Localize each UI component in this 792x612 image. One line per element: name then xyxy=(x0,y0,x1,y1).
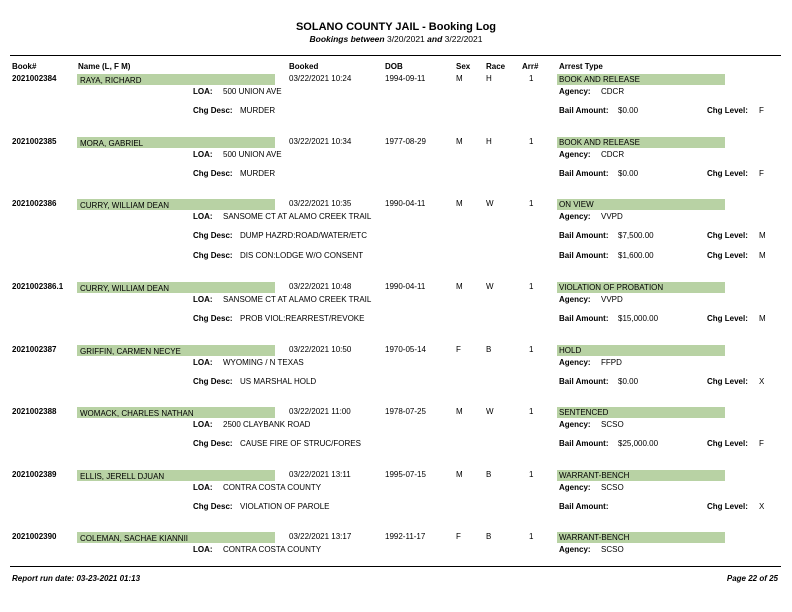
sex: M xyxy=(456,199,463,208)
chg-level-value: F xyxy=(759,106,764,115)
booked-datetime: 03/22/2021 10:35 xyxy=(289,199,352,208)
dob: 1990-04-11 xyxy=(385,282,426,291)
book-number: 2021002389 xyxy=(12,470,57,479)
chg-desc-label: Chg Desc: xyxy=(193,439,233,448)
arrest-count: 1 xyxy=(529,532,534,541)
report-title: SOLANO COUNTY JAIL - Booking Log xyxy=(295,21,497,33)
agency-label: Agency: xyxy=(559,420,591,429)
bail-label: Bail Amount: xyxy=(559,502,609,511)
chg-desc-label: Chg Desc: xyxy=(193,502,233,511)
dob: 1970-05-14 xyxy=(385,345,426,354)
agency-value: VVPD xyxy=(601,295,623,304)
loa-value: CONTRA COSTA COUNTY xyxy=(223,545,322,554)
arrest-type: VIOLATION OF PROBATION xyxy=(559,283,664,292)
booked-datetime: 03/22/2021 11:00 xyxy=(289,407,351,416)
race: H xyxy=(486,137,492,146)
race: B xyxy=(486,532,492,541)
book-number: 2021002386 xyxy=(12,199,57,208)
chg-desc-label: Chg Desc: xyxy=(193,314,233,323)
book-number: 2021002387 xyxy=(12,345,57,354)
chg-level-label: Chg Level: xyxy=(707,314,748,323)
agency-label: Agency: xyxy=(559,87,591,96)
chg-desc-label: Chg Desc: xyxy=(193,231,233,240)
chg-desc-label: Chg Desc: xyxy=(193,106,233,115)
agency-value: VVPD xyxy=(601,212,623,221)
agency-label: Agency: xyxy=(559,212,591,221)
bail-value: $0.00 xyxy=(618,106,639,115)
chg-level-label: Chg Level: xyxy=(707,377,748,386)
chg-level-value: F xyxy=(759,439,764,448)
dob: 1995-07-15 xyxy=(385,470,426,479)
bail-label: Bail Amount: xyxy=(559,439,609,448)
chg-desc-value: US MARSHAL HOLD xyxy=(240,377,317,386)
booked-datetime: 03/22/2021 10:50 xyxy=(289,345,352,354)
page-number: Page 22 of 25 xyxy=(726,574,778,583)
bail-value: $0.00 xyxy=(618,169,639,178)
agency-value: SCSO xyxy=(601,483,624,492)
report-run-date: Report run date: 03-23-2021 01:13 xyxy=(12,574,141,583)
chg-level-label: Chg Level: xyxy=(707,231,748,240)
book-number: 2021002385 xyxy=(12,137,57,146)
bail-value: $15,000.00 xyxy=(618,314,659,323)
dob: 1977-08-29 xyxy=(385,137,426,146)
loa-value: CONTRA COSTA COUNTY xyxy=(223,483,322,492)
chg-desc-label: Chg Desc: xyxy=(193,169,233,178)
book-number: 2021002388 xyxy=(12,407,57,416)
loa-label: LOA: xyxy=(193,87,213,96)
dob: 1990-04-11 xyxy=(385,199,426,208)
inmate-name: RAYA, RICHARD xyxy=(80,76,142,85)
chg-desc-value: MURDER xyxy=(240,106,276,115)
loa-label: LOA: xyxy=(193,212,213,221)
chg-desc-value: CAUSE FIRE OF STRUC/FORES xyxy=(240,439,361,448)
col-book: Book# xyxy=(12,62,37,71)
header-rule xyxy=(10,55,781,56)
date-from: 3/20/2021 xyxy=(386,34,425,44)
chg-desc-label: Chg Desc: xyxy=(193,251,233,260)
race: W xyxy=(486,282,494,291)
arrest-count: 1 xyxy=(529,199,534,208)
agency-value: FFPD xyxy=(601,358,622,367)
agency-value: SCSO xyxy=(601,545,624,554)
col-arrest-type: Arrest Type xyxy=(559,62,603,71)
race: B xyxy=(486,345,492,354)
bail-value: $1,600.00 xyxy=(618,251,654,260)
chg-level-label: Chg Level: xyxy=(707,251,748,260)
loa-value: SANSOME CT AT ALAMO CREEK TRAIL xyxy=(223,212,372,221)
booked-datetime: 03/22/2021 13:11 xyxy=(289,470,351,479)
loa-value: 500 UNION AVE xyxy=(223,87,282,96)
inmate-name: ELLIS, JERELL DJUAN xyxy=(80,472,165,481)
dob: 1992-11-17 xyxy=(385,532,426,541)
booked-datetime: 03/22/2021 10:24 xyxy=(289,74,352,83)
chg-desc-value: MURDER xyxy=(240,169,276,178)
loa-value: SANSOME CT AT ALAMO CREEK TRAIL xyxy=(223,295,372,304)
loa-label: LOA: xyxy=(193,483,213,492)
bail-label: Bail Amount: xyxy=(559,169,609,178)
race: B xyxy=(486,470,492,479)
sex: F xyxy=(456,532,461,541)
agency-label: Agency: xyxy=(559,150,591,159)
agency-label: Agency: xyxy=(559,295,591,304)
subtitle-prefix: Bookings between xyxy=(309,34,385,44)
inmate-name: CURRY, WILLIAM DEAN xyxy=(80,284,170,293)
arrest-type: ON VIEW xyxy=(559,200,594,209)
dob: 1994-09-11 xyxy=(385,74,426,83)
agency-value: CDCR xyxy=(601,87,625,96)
race: H xyxy=(486,74,492,83)
inmate-name: COLEMAN, SACHAE KIANNII xyxy=(80,534,189,543)
chg-level-label: Chg Level: xyxy=(707,439,748,448)
book-number: 2021002384 xyxy=(12,74,57,83)
arrest-type: SENTENCED xyxy=(559,408,609,417)
sex: F xyxy=(456,345,461,354)
chg-level-value: M xyxy=(759,314,766,323)
sex: M xyxy=(456,74,463,83)
bail-label: Bail Amount: xyxy=(559,106,609,115)
chg-level-label: Chg Level: xyxy=(707,169,748,178)
arrest-count: 1 xyxy=(529,470,534,479)
date-to: 3/22/2021 xyxy=(444,34,483,44)
chg-desc-value: VIOLATION OF PAROLE xyxy=(240,502,330,511)
footer-rule xyxy=(10,566,781,567)
bail-value: $0.00 xyxy=(618,377,639,386)
arrest-count: 1 xyxy=(529,137,534,146)
bail-value: $7,500.00 xyxy=(618,231,654,240)
book-number: 2021002386.1 xyxy=(12,282,64,291)
col-race: Race xyxy=(486,62,506,71)
loa-label: LOA: xyxy=(193,150,213,159)
sex: M xyxy=(456,407,463,416)
chg-level-value: X xyxy=(759,502,765,511)
loa-label: LOA: xyxy=(193,358,213,367)
chg-level-value: F xyxy=(759,169,764,178)
chg-level-value: X xyxy=(759,377,765,386)
inmate-name: CURRY, WILLIAM DEAN xyxy=(80,201,170,210)
arrest-count: 1 xyxy=(529,407,534,416)
sex: M xyxy=(456,282,463,291)
booked-datetime: 03/22/2021 10:34 xyxy=(289,137,352,146)
arrest-type: WARRANT-BENCH xyxy=(559,533,630,542)
bail-label: Bail Amount: xyxy=(559,314,609,323)
sex: M xyxy=(456,137,463,146)
arrest-type: BOOK AND RELEASE xyxy=(559,75,640,84)
bail-label: Bail Amount: xyxy=(559,251,609,260)
bail-label: Bail Amount: xyxy=(559,231,609,240)
arrest-type: HOLD xyxy=(559,346,582,355)
race: W xyxy=(486,407,494,416)
subtitle-and: and xyxy=(427,34,443,44)
arrest-type-highlight xyxy=(557,345,725,356)
booked-datetime: 03/22/2021 10:48 xyxy=(289,282,352,291)
inmate-name: MORA, GABRIEL xyxy=(80,139,144,148)
col-name: Name (L, F M) xyxy=(78,62,131,71)
arrest-count: 1 xyxy=(529,74,534,83)
chg-desc-value: DIS CON:LODGE W/O CONSENT xyxy=(240,251,364,260)
agency-value: SCSO xyxy=(601,420,624,429)
dob: 1978-07-25 xyxy=(385,407,426,416)
chg-level-label: Chg Level: xyxy=(707,106,748,115)
loa-value: WYOMING / N TEXAS xyxy=(223,358,304,367)
col-sex: Sex xyxy=(456,62,471,71)
loa-label: LOA: xyxy=(193,545,213,554)
agency-label: Agency: xyxy=(559,483,591,492)
arrest-type: BOOK AND RELEASE xyxy=(559,138,640,147)
loa-label: LOA: xyxy=(193,420,213,429)
agency-value: CDCR xyxy=(601,150,625,159)
chg-desc-label: Chg Desc: xyxy=(193,377,233,386)
race: W xyxy=(486,199,494,208)
arrest-count: 1 xyxy=(529,282,534,291)
agency-label: Agency: xyxy=(559,358,591,367)
bail-label: Bail Amount: xyxy=(559,377,609,386)
inmate-name: WOMACK, CHARLES NATHAN xyxy=(80,409,194,418)
bail-value: $25,000.00 xyxy=(618,439,659,448)
chg-desc-value: DUMP HAZRD:ROAD/WATER/ETC xyxy=(240,231,367,240)
col-arr: Arr# xyxy=(522,62,539,71)
agency-label: Agency: xyxy=(559,545,591,554)
col-dob: DOB xyxy=(385,62,403,71)
chg-level-value: M xyxy=(759,231,766,240)
loa-value: 500 UNION AVE xyxy=(223,150,282,159)
loa-label: LOA: xyxy=(193,295,213,304)
chg-level-value: M xyxy=(759,251,766,260)
col-booked: Booked xyxy=(289,62,319,71)
loa-value: 2500 CLAYBANK ROAD xyxy=(223,420,311,429)
inmate-name: GRIFFIN, CARMEN NECYE xyxy=(80,347,181,356)
chg-level-label: Chg Level: xyxy=(707,502,748,511)
booked-datetime: 03/22/2021 13:17 xyxy=(289,532,352,541)
sex: M xyxy=(456,470,463,479)
book-number: 2021002390 xyxy=(12,532,57,541)
chg-desc-value: PROB VIOL:REARREST/REVOKE xyxy=(240,314,365,323)
arrest-count: 1 xyxy=(529,345,534,354)
report-subtitle xyxy=(0,34,792,44)
arrest-type: WARRANT-BENCH xyxy=(559,471,630,480)
